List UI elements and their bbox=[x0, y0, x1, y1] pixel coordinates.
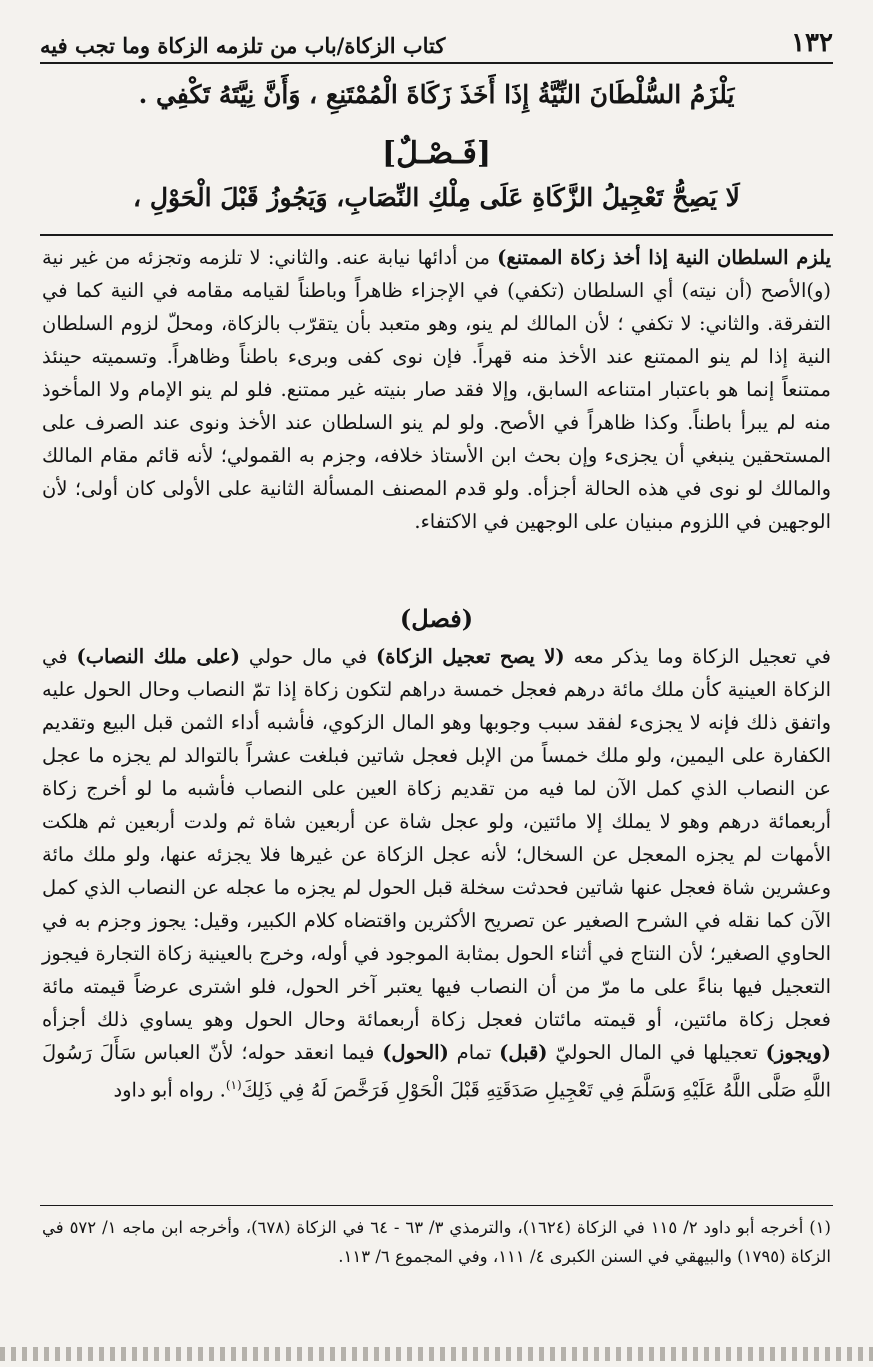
commentary-paragraph-2 bbox=[42, 640, 831, 1107]
commentary-bold-lead: يلزم السلطان النية إذا أخذ زكاة الممتنع) bbox=[497, 246, 831, 269]
matn-text-line-2: لَا يَصِحُّ تَعْجِيلُ الزَّكَاةِ عَلَى مِلْكِ النِّصَابِ، وَيَجُوزُ قَبْلَ الْحَوْلِ ، bbox=[133, 183, 740, 212]
footnote-reference: (١) bbox=[225, 1078, 242, 1092]
commentary-text: في تعجيل الزكاة وما يذكر معه bbox=[564, 645, 831, 668]
commentary-text: في الزكاة العينية كأن ملك مائة درهم فعجل خمسة دراهم لتكون زكاة إذا تمّ النصاب وحال الحول عليه واتفق ذلك فإنه لا يجزىء لفقد سبب وجوبها وهو المال الزكوي، فأشبه أداء الثمن قبل البيع وتقديم الكفارة على اليمين، ولو ملك خمساً من الإبل فعجل شاتين فبلغت عشراً بالتوالد لم يجزه ما عجل عن النصاب الذي كمل الآن لما فيه من تقديم زكاة العين على النصاب فأشبه ما لو أخرج زكاة أربعمائة درهم وهو لا يملك إلا مائتين، ولو عجل شاة عن أربعين شاة ثم ولدت أربعين ثم هلكت الأمهات لم يجزه المعجل عن السخال؛ لأنه عجل الزكاة عن غيرها فلا يجزئه عنها، ولو ملك مائة وعشرين شاة فعجل عنها شاتين فحدثت سخلة قبل الحول لم يجزه ما عجله عن النصاب الذي كمل الآن كما نقله في الشرح الصغير عن تصريح الأكثرين واقتضاه كلام الكبير، وقيل: يجوز وجزم به في الحاوي الصغير؛ لأن النتاج في أثناء الحول بمثابة الموجود في أوله، وخرج بالعينية زكاة التجارة فيجوز التعجيل فيها بناءً على ما مرّ من أن النصاب فيها يعتبر آخر الحول، فلو اشترى عرضاً قيمته مائة فعجل زكاة مائتين، أو قيمته مائتان فعجل زكاة أربعمائة وحال الحول وهو يساوي ذلك أجزأه bbox=[42, 645, 832, 1031]
commentary-text: تمام bbox=[448, 1041, 500, 1064]
section-subheading-fasl: (فصل) bbox=[399, 604, 474, 633]
commentary-text: . رواه أبو داود bbox=[113, 1078, 226, 1102]
section-heading-fasl: [فَـصْـلٌ] bbox=[381, 136, 492, 171]
commentary-bold-phrase: (الحول) bbox=[382, 1041, 449, 1064]
footnotes bbox=[42, 1213, 831, 1271]
commentary-bold-phrase: (قبل) bbox=[499, 1041, 548, 1064]
matn-divider bbox=[40, 234, 833, 236]
commentary-bold-phrase: (ويجوز) bbox=[765, 1041, 831, 1064]
commentary-bold-phrase: (على ملك النصاب) bbox=[76, 645, 241, 668]
running-title: كتاب الزكاة/باب من تلزمه الزكاة وما تجب فيه bbox=[40, 33, 446, 58]
page-header bbox=[40, 18, 833, 64]
commentary-text: في مال حولي bbox=[240, 645, 377, 668]
matn-text-line-1: يَلْزَمُ السُّلْطَانَ النِّيَّةُ إِذَا أَخَذَ زَكَاةَ الْمُمْتَنِعِ ، وَأَنَّ نِيَّتَهُ تَكْفِي . bbox=[138, 80, 735, 109]
footnote-item: (١) أخرجه أبو داود ٢/ ١١٥ في الزكاة (١٦٢٤)، والترمذي ٣/ ٦٣ - ٦٤ في الزكاة (٦٧٨)، وأخرجه ابن ماجه ١/ ٥٧٢ في الزكاة (١٧٩٥) والبيهقي في السنن الكبرى ٤/ ١١١، وفي المجموع ٦/ ١١٣. bbox=[42, 1218, 831, 1266]
commentary-text: فيما انعقد حوله؛ لأنّ العباس سَأَلَ رَسُولَ اللَّهِ صَلَّى اللَّهُ عَلَيْهِ وَسَلَّمَ فِي تَعْجِيلِ صَدَقَتِهِ قَبْلَ الْحَوْلِ فَرَخَّصَ لَهُ فِي ذَلِكَ bbox=[42, 1041, 831, 1102]
decorative-border bbox=[0, 1347, 873, 1361]
footnote-divider bbox=[40, 1205, 833, 1206]
commentary-paragraph-1 bbox=[42, 241, 831, 538]
commentary-text: من أدائها نيابة عنه. والثاني: لا تلزمه وتجزئه من غير نية (و)الأصح (أن نيته) أي السلطان (تكفي) في الإجزاء ظاهراً وباطناً لقيامه مقامه في النية كما في التفرقة. والثاني: لا تكفي ؛ لأن المالك لم ينو، وهو متعبد بأن يتقرّب بالزكاة، ومحلّ لزوم السلطان النية إذا لم ينو الممتنع عند الأخذ منه قهراً. فإن نوى كفى وبرىء باطناً وظاهراً. وتسميته حينئذ ممتنعاً إنما هو باعتبار امتناعه السابق، وإلا فقد صار بنيته غير ممتنع. فلو لم ينو الإمام ولا المأخوذ منه لم يبرأ باطناً. وكذا ظاهراً في الأصح. ولو لم ينو السلطان عند الأخذ ونوى عند الصرف على المستحقين ينبغي أن يجزىء وإن بحث ابن الأستاذ خلافه، وجزم به القمولي؛ لأنه قائم مقام المالك والمالك لو نوى في هذه الحالة أجزأه. ولو قدم المصنف المسألة الثانية على الأولى كان أولى؛ لأن الوجهين في اللزوم مبنيان على الوجهين في الاكتفاء. bbox=[42, 246, 831, 533]
commentary-bold-phrase: (لا يصح تعجيل الزكاة) bbox=[376, 645, 565, 668]
commentary-text: تعجيلها في المال الحوليّ bbox=[547, 1041, 766, 1064]
page-number: ١٣٢ bbox=[791, 28, 833, 58]
